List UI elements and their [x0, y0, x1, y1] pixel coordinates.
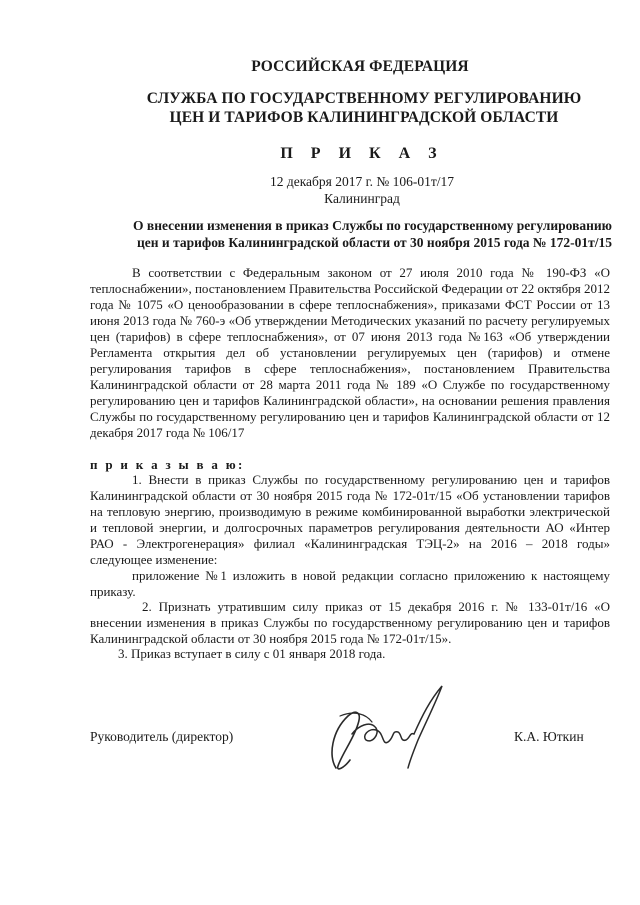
order-item-1-change: приложение №1 изложить в новой редакции согласно приложению к настоящему приказу. [90, 568, 610, 599]
order-subject [100, 217, 612, 251]
order-city: Калининград [324, 191, 400, 206]
order-item-2: 2. Признать утратившим силу приказ от 15 декабря 2016 г. № 133-01т/16 «О внесении изменения в приказ Службы по государственному регулированию цен и тарифов Калининградской области от 30 ноября 2015 года № 172-01т/15». [90, 599, 610, 646]
order-date-number: 12 декабря 2017 г. № 106-01т/17 [269, 174, 455, 189]
header-agency-line1: СЛУЖБА ПО ГОСУДАРСТВЕННОМУ РЕГУЛИРОВАНИЮ [146, 90, 582, 107]
handwritten-signature [318, 676, 448, 776]
signatory-title: Руководитель (директор) [90, 729, 234, 744]
document-type-title: П Р И К А З [280, 145, 444, 162]
subject-line1: О внесении изменения в приказ Службы по государственному регулированию [133, 218, 612, 233]
preamble-paragraph: В соответствии с Федеральным законом от 27 июля 2010 года № 190-ФЗ «О теплоснабжении», постановлением Правительства Российской Федерации от 22 октября 2012 года № 1075 «О ценообразовании в сфере теплоснабжения», приказами ФСТ России от 13 июня 2013 года № 760-э «Об утверждении Методических указаний по расчету регулируемых цен (тарифов) в сфере теплоснабжения», от 07 июня 2013 года №163 «Об утверждении Регламента открытия дел об установлении регулируемых цен (тарифов) и отмене регулирования тарифов в сфере теплоснабжения», постановлением Правительства Калининградской области от 28 марта 2011 года № 189 «О Службе по государственному регулированию цен и тарифов Калининградской области», на основании решения правления Службы по государственному регулированию цен и тарифов Калининградской области от 12 декабря 2017 года № 106/17 [90, 265, 610, 440]
order-item-1: 1. Внести в приказ Службы по государственному регулированию цен и тарифов Калининградской области от 30 ноября 2015 года № 172-01т/15 «Об установлении тарифов на тепловую энергию, производимую в режиме комбинированной выработки электрической и тепловой энергии, и долгосрочных параметров регулирования деятельности АО «Интер РАО - Электрогенерация» филиал «Калининградская ТЭЦ-2» на 2016 – 2018 годы» следующее изменение: [90, 472, 610, 567]
subject-line2: цен и тарифов Калининградской области от 30 ноября 2015 года № 172-01т/15 [137, 235, 612, 250]
header-agency-line2: ЦЕН И ТАРИФОВ КАЛИНИНГРАДСКОЙ ОБЛАСТИ [169, 109, 559, 126]
order-keyword: п р и к а з ы в а ю: [90, 457, 245, 472]
signatory-name: К.А. Юткин [514, 729, 584, 744]
header-country: РОССИЙСКАЯ ФЕДЕРАЦИЯ [251, 58, 469, 75]
order-item-3: 3. Приказ вступает в силу с 01 января 2018 года. [118, 646, 386, 661]
